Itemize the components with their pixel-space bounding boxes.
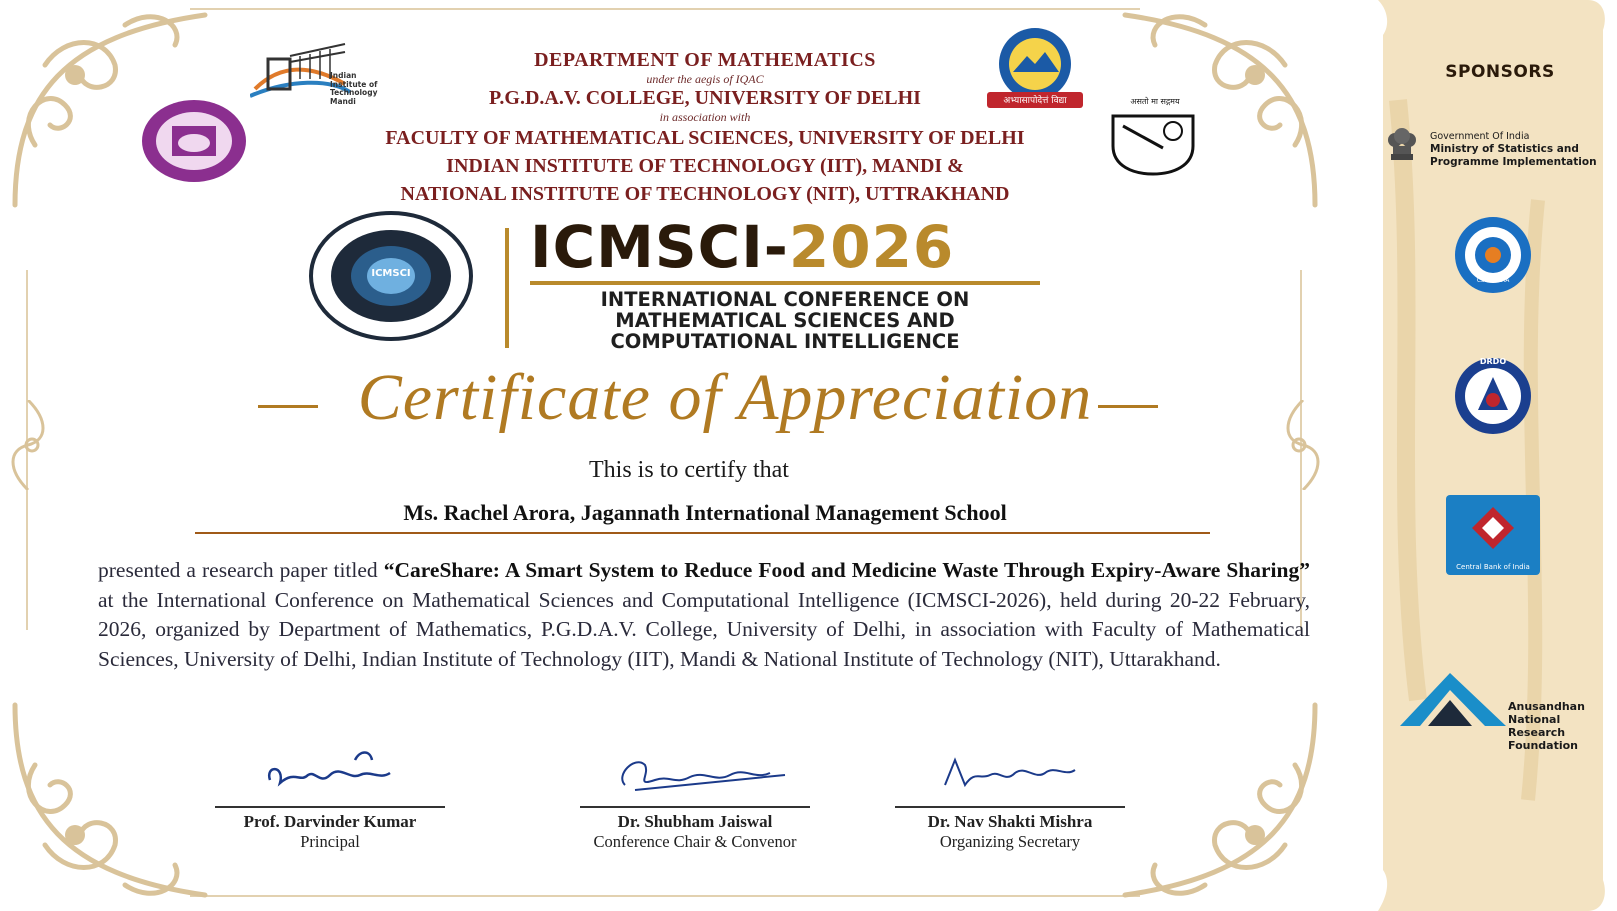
corner-ornament-bottom-left <box>5 695 215 905</box>
seal-text: ICMSCI <box>371 268 411 279</box>
mospi-sponsor: Government Of India Ministry of Statistics and Programme Implementation <box>1430 131 1597 168</box>
signature-secretary <box>920 745 1100 797</box>
conference-acronym: ICMSCI-2026 <box>530 213 955 281</box>
university-of-delhi-logo <box>140 98 248 184</box>
department-name: DEPARTMENT OF MATHEMATICS <box>534 49 876 71</box>
recipient-name: Ms. Rachel Arora, Jagannath International Management School <box>403 500 1007 525</box>
signature-block-secretary <box>890 745 1130 852</box>
border-top <box>190 8 1140 10</box>
certificate-heading <box>260 358 1190 438</box>
signatory-role: Conference Chair & Convenor <box>593 832 797 851</box>
central-bank-label: Central Bank of India <box>1456 563 1530 571</box>
certificate-heading-text: Certificate of Appreciation <box>357 361 1093 434</box>
ashoka-emblem-icon <box>1385 124 1419 168</box>
signatory-name: Dr. Nav Shakti Mishra <box>927 812 1093 831</box>
iit-mandi-caption: Indian Institute of Technology Mandi <box>330 71 378 106</box>
signature-block-principal <box>210 745 450 852</box>
conference-rule <box>530 281 1040 285</box>
pgdav-motto: असतो मा सद्गमय <box>1130 97 1180 106</box>
recipient-underline <box>195 532 1210 534</box>
border-bottom <box>190 895 1140 897</box>
nit-name: NATIONAL INSTITUTE OF TECHNOLOGY (NIT), UTTRAKHAND <box>400 183 1010 205</box>
signature-rule <box>895 806 1125 808</box>
iit-name: INDIAN INSTITUTE OF TECHNOLOGY (IIT), MANDI & <box>446 155 964 177</box>
college-name: P.G.D.A.V. COLLEGE, UNIVERSITY OF DELHI <box>489 87 921 109</box>
organizer-header <box>290 48 1120 208</box>
signature-rule <box>215 806 445 808</box>
corner-ornament-bottom-right <box>1115 695 1325 905</box>
title-divider <box>505 228 509 348</box>
signatory-name: Dr. Shubham Jaiswal <box>617 812 773 831</box>
drdo-label: DRDO <box>1479 357 1507 366</box>
drdo-logo <box>1440 355 1546 437</box>
conference-subtitle-1: INTERNATIONAL CONFERENCE ON <box>600 288 970 311</box>
anrf-logo <box>1400 668 1506 730</box>
sponsors-title: SPONSORS <box>1445 62 1555 82</box>
signature-principal <box>240 745 420 797</box>
signatory-role: Principal <box>300 832 360 851</box>
conference-name <box>530 215 1070 352</box>
faculty-name: FACULTY OF MATHEMATICAL SCIENCES, UNIVERSITY OF DELHI <box>385 127 1025 149</box>
signatory-role: Organizing Secretary <box>939 832 1081 851</box>
nit-motto: अभ्यासापोदेत्तं विद्या <box>1003 96 1067 106</box>
anrf-sponsor: Anusandhan National Research Foundation <box>1508 700 1585 752</box>
signature-rule <box>580 806 810 808</box>
paper-title: “CareShare: A Smart System to Reduce Food and Medicine Waste Through Expiry-Aware Sharing” <box>383 558 1310 582</box>
association-line: in association with <box>659 110 751 124</box>
csir-label: CSIR-INDIA <box>1476 277 1510 284</box>
signature-block-chair <box>565 745 825 852</box>
certify-line: This is to certify that <box>589 457 789 483</box>
signature-chair <box>595 745 795 797</box>
aegis-line: under the aegis of IQAC <box>646 72 764 86</box>
signatory-name: Prof. Darvinder Kumar <box>243 812 417 831</box>
conference-subtitle-3: COMPUTATIONAL INTELLIGENCE <box>610 330 960 353</box>
certificate-body: presented a research paper titled “CareShare: A Smart System to Reduce Food and Medicine Waste Through Expiry-Aware Sharing” at the International Conference on Mathematical Sciences and Computational Intelligence (ICMSCI-2026), held during 20-22 February, 2026, organized by Department of Mathematics, P.G.D.A.V. College, University of Delhi, in association with Faculty of Mathematical Sciences, University of Delhi, Indian Institute of Technology (IIT), Mandi & National Institute of Technology (NIT), Uttarakhand. <box>98 558 1310 671</box>
conference-subtitle-2: MATHEMATICAL SCIENCES AND <box>615 309 955 332</box>
